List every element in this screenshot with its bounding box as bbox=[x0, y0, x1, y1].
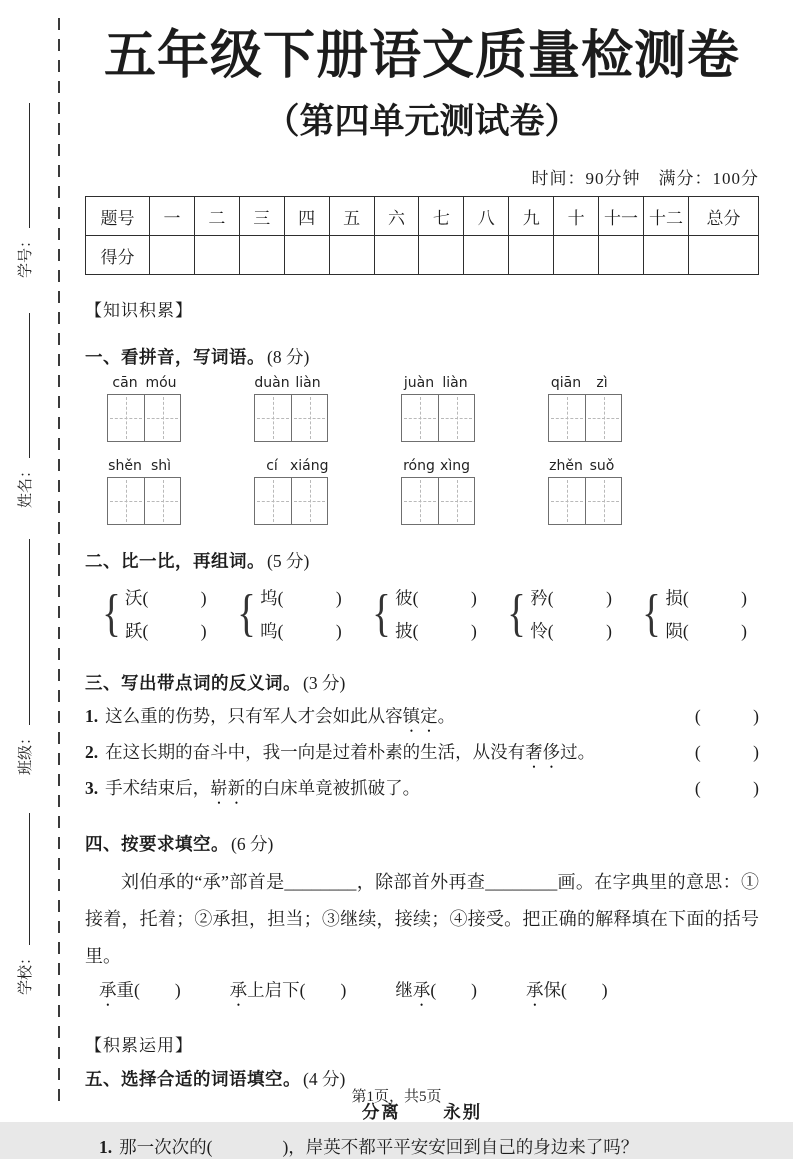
page-number: 第1页，共5页 bbox=[351, 1089, 442, 1105]
score-header-cell: 二 bbox=[194, 197, 239, 236]
dotted-word: 镇定 bbox=[402, 705, 438, 726]
score-table-header-row bbox=[86, 197, 759, 236]
paper-content bbox=[85, 26, 759, 1159]
score-row-label: 得分 bbox=[86, 236, 150, 275]
score-cell bbox=[239, 236, 284, 275]
compare-pair: { 沃( ) 跃( ) bbox=[102, 585, 207, 643]
student-name-blank bbox=[14, 313, 30, 458]
student-name-field bbox=[14, 313, 41, 508]
school-blank bbox=[14, 813, 30, 945]
score-cell bbox=[194, 236, 239, 275]
pinyin-row-2 bbox=[107, 458, 759, 525]
score-header-cell: 四 bbox=[284, 197, 329, 236]
word-option: 永别 bbox=[443, 1101, 483, 1122]
student-number-label: 学号： bbox=[18, 232, 34, 278]
score-header-cell: 一 bbox=[150, 197, 195, 236]
student-number-blank bbox=[14, 103, 30, 228]
pinyin-word: juàn liàn bbox=[401, 375, 475, 442]
student-name-label: 姓名： bbox=[18, 462, 34, 508]
score-header-cell: 七 bbox=[419, 197, 464, 236]
section-block-usage: 【积累运用】 bbox=[85, 1035, 193, 1055]
fill-in-item: 1. 那一次次的( )，岸英不都平平安安回到自己的身边来了吗？ bbox=[99, 1136, 639, 1157]
writing-grid bbox=[107, 477, 181, 525]
student-number-field bbox=[14, 103, 41, 278]
writing-grid bbox=[107, 394, 181, 442]
pinyin-word: cān móu bbox=[107, 375, 181, 442]
brace-glyph: { bbox=[372, 585, 392, 643]
section2-heading: 二、比一比，再组词。 (5 分) bbox=[85, 551, 310, 572]
score-cell bbox=[374, 236, 419, 275]
pinyin-word: shěn shì bbox=[107, 458, 181, 525]
score-cell bbox=[599, 236, 644, 275]
cheng-phrases-row bbox=[99, 977, 759, 1010]
section5-heading: 五、选择合适的词语填空。 (4 分) bbox=[85, 1068, 346, 1089]
dotted-word: 奢侈 bbox=[525, 741, 561, 762]
school-label: 学校： bbox=[18, 949, 34, 995]
score-cell bbox=[509, 236, 554, 275]
dotted-char: 承 bbox=[229, 979, 248, 1000]
answer-bracket: ( ) bbox=[694, 705, 759, 726]
score-header-cell: 总分 bbox=[689, 197, 759, 236]
score-cell bbox=[689, 236, 759, 275]
class-label: 班级： bbox=[18, 729, 34, 775]
score-cell bbox=[554, 236, 599, 275]
pinyin-word: cí xiáng bbox=[254, 458, 328, 525]
brace-glyph: { bbox=[102, 585, 121, 643]
score-header-cell: 五 bbox=[329, 197, 374, 236]
score-table-score-row bbox=[86, 236, 759, 275]
compare-pair: { 坞( ) 呜( ) bbox=[237, 585, 342, 643]
phrase: 承保( ) bbox=[525, 979, 608, 1000]
antonym-item: 1. 这么重的伤势，只有军人才会如此从容镇定。 ( ) bbox=[85, 700, 759, 736]
brace-glyph: { bbox=[642, 585, 662, 643]
pinyin-row-1 bbox=[107, 375, 759, 442]
writing-grid bbox=[254, 477, 328, 525]
antonym-item: 3. 手术结束后，崭新的白床单竟被抓破了。 ( ) bbox=[85, 772, 759, 808]
score-cell bbox=[419, 236, 464, 275]
brace-glyph: { bbox=[507, 585, 527, 643]
writing-grid bbox=[548, 394, 622, 442]
score-header-cell: 八 bbox=[464, 197, 509, 236]
class-field bbox=[14, 539, 41, 775]
section4-heading: 四、按要求填空。 (6 分) bbox=[85, 833, 274, 854]
score-table bbox=[85, 196, 759, 275]
phrase: 承重( ) bbox=[99, 979, 181, 1000]
answer-bracket: ( ) bbox=[694, 777, 759, 798]
compare-pair: { 矜( ) 怜( ) bbox=[507, 585, 612, 643]
writing-grid bbox=[254, 394, 328, 442]
page-title: 五年级下册语文质量检测卷 bbox=[103, 28, 740, 85]
pinyin-word: zhěn suǒ bbox=[548, 458, 622, 525]
score-header-cell: 十 bbox=[554, 197, 599, 236]
antonym-items bbox=[85, 700, 759, 808]
dotted-char: 承 bbox=[412, 979, 431, 1000]
class-blank bbox=[14, 539, 30, 725]
writing-grid bbox=[548, 477, 622, 525]
score-cell bbox=[643, 236, 688, 275]
compare-pair: { 损( ) 陨( ) bbox=[642, 585, 747, 643]
pinyin-word: róng xìng bbox=[401, 458, 475, 525]
phrase: 承上启下( ) bbox=[229, 979, 347, 1000]
answer-bracket: ( ) bbox=[694, 741, 759, 762]
score-header-cell: 三 bbox=[239, 197, 284, 236]
writing-grid bbox=[401, 477, 475, 525]
compare-pair: { 彼( ) 披( ) bbox=[372, 585, 477, 643]
dotted-char: 承 bbox=[525, 979, 544, 1000]
binding-dashed-line bbox=[58, 18, 60, 1106]
dotted-word: 崭新 bbox=[210, 777, 246, 798]
dictionary-question-paragraph: 刘伯承的“承”部首是________，除部首外再查________画。在字典里的意思：①接着，托着；②承担，担当；③继续，接续；④接受。把正确的解释填在下面的括号里。 bbox=[85, 871, 759, 966]
score-cell bbox=[150, 236, 195, 275]
pinyin-word: duàn liàn bbox=[254, 375, 328, 442]
score-header-cell: 题号 bbox=[86, 197, 150, 236]
score-cell bbox=[329, 236, 374, 275]
school-field bbox=[14, 813, 41, 995]
score-cell bbox=[464, 236, 509, 275]
score-header-cell: 六 bbox=[374, 197, 419, 236]
pinyin-word: qiān zì bbox=[548, 375, 622, 442]
section1-heading: 一、看拼音，写词语。 (8 分) bbox=[85, 347, 310, 368]
antonym-item: 2. 在这长期的奋斗中，我一向是过着朴素的生活，从没有奢侈过。 ( ) bbox=[85, 736, 759, 772]
brace-glyph: { bbox=[237, 585, 256, 643]
section3-heading: 三、写出带点词的反义词。 (3 分) bbox=[85, 672, 346, 693]
page-subtitle: （第四单元测试卷） bbox=[264, 102, 580, 142]
phrase: 继承( ) bbox=[395, 979, 477, 1000]
score-header-cell: 十一 bbox=[599, 197, 644, 236]
compare-pairs-row bbox=[99, 582, 747, 647]
dotted-char: 承 bbox=[99, 979, 117, 1000]
score-header-cell: 九 bbox=[509, 197, 554, 236]
score-cell bbox=[284, 236, 329, 275]
section-block-knowledge: 【知识积累】 bbox=[85, 301, 193, 321]
exam-time-score-info: 时间：90分钟 满分：100分 bbox=[531, 169, 759, 189]
word-option: 分离 bbox=[361, 1101, 401, 1122]
score-header-cell: 十二 bbox=[643, 197, 688, 236]
writing-grid bbox=[401, 394, 475, 442]
